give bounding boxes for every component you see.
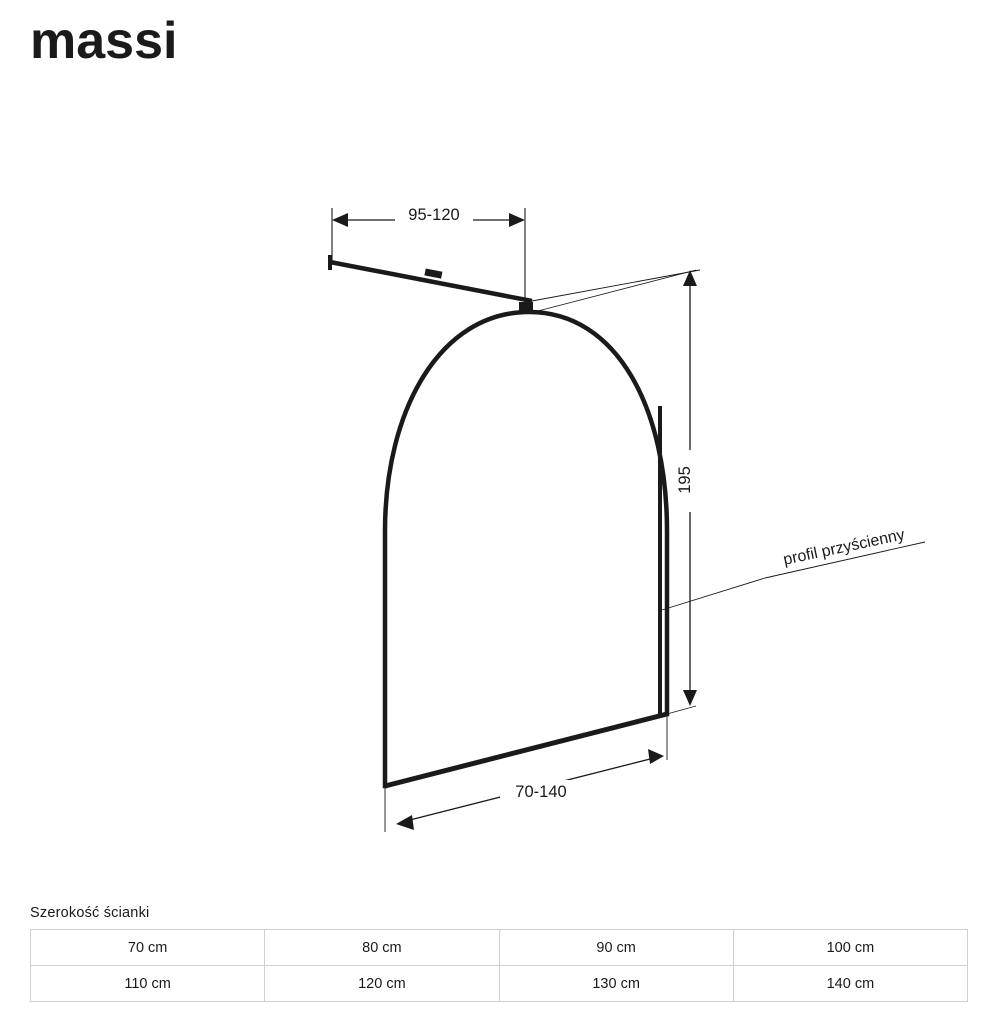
dim-bottom-arrow-right [648,749,664,764]
table-cell: 80 cm [265,930,499,966]
table-cell: 100 cm [733,930,967,966]
brand-logo [30,14,250,70]
table-cell: 120 cm [265,966,499,1002]
dim-top-label: 95-120 [408,206,460,224]
dim-height-arrow-bottom [683,690,697,706]
dim-height-label: 195 [676,466,694,494]
dim-height-ext-top [534,270,696,312]
table-cell: 90 cm [499,930,733,966]
stabilizer-connector [424,269,442,279]
stabilizer-bar-rod [330,262,532,301]
callout-leader-line [662,578,765,610]
stabilizer-bar [330,255,700,314]
dim-top-arrow-left [332,213,348,227]
dim-height-ext-bottom [667,706,696,714]
dimension-height [534,270,698,714]
callout-wall-profile [662,526,925,610]
table-row [31,930,968,966]
sizes-table-caption: Szerokość ścianki [30,905,150,921]
brand-logo-mark [30,14,250,70]
sizes-table-section [30,905,968,1002]
callout-wall-profile-label: profil przyścienny [781,526,907,569]
dim-top-arrow-right [509,213,525,227]
glass-panel-outline [385,312,667,786]
table-cell: 130 cm [499,966,733,1002]
table-cell: 110 cm [31,966,265,1002]
glass-bottom-edge [385,714,667,786]
dimension-top-width [332,203,525,302]
stabilizer-guideline [532,270,700,301]
dim-bottom-arrow-left [396,815,414,830]
diagram-svg [0,80,998,880]
dim-bottom-label: 70-140 [515,783,567,801]
table-cell: 140 cm [733,966,967,1002]
table-cell: 70 cm [31,930,265,966]
shower-screen-technical-drawing [0,80,998,880]
sizes-table [30,929,968,1002]
brand-logo-text: massi [30,14,178,70]
glass-panel-arc [385,312,667,786]
table-row [31,966,968,1002]
